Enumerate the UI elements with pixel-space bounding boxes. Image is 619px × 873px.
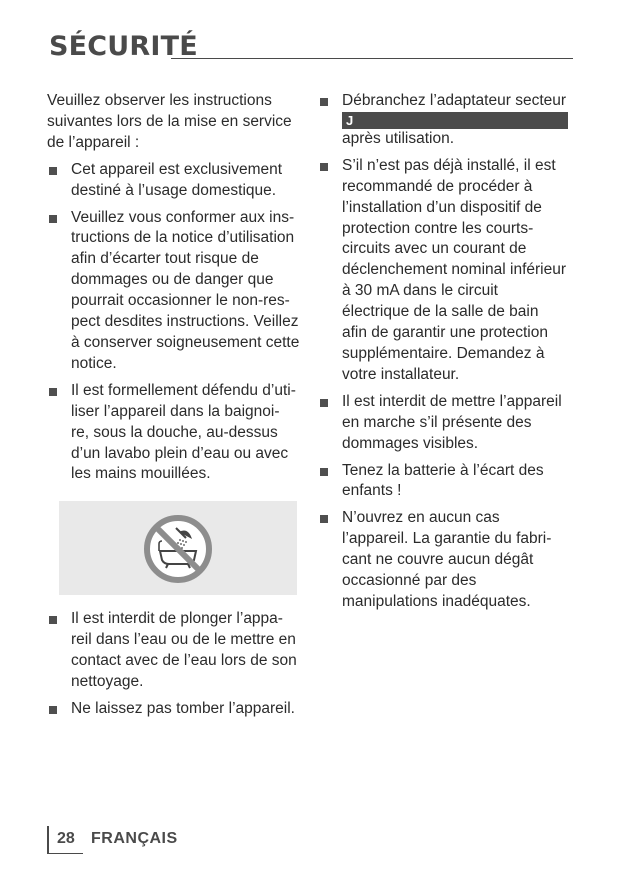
text-line: de l’appareil : [47,133,140,151]
bullet-item [318,508,574,613]
text-line: cant ne couvre aucun dégât [342,551,534,569]
bullet-item [318,156,574,386]
footer-rule [47,853,83,854]
text-line: S’il n’est pas déjà installé, il est [342,156,556,174]
text-line: d’un lavabo plein d’eau ou avec [71,444,289,462]
text-line: Tenez la batterie à l’écart des [342,461,544,479]
text-line: protection contre les courts- [342,219,534,237]
text-line: nettoyage. [71,673,144,691]
text-line: Il est interdit de mettre l’appareil [342,392,562,410]
no-bathtub-icon [142,513,214,585]
text-line: pourrait occasionner le non-res- [71,292,290,310]
text-line: liser l’appareil dans la baignoi- [71,402,280,420]
text-line: déclenchement nominal inférieur [342,261,567,279]
bullet-item [47,160,303,202]
text-line: re, sous la douche, au-dessus [71,423,278,441]
bullet-item [318,91,574,150]
left-column [47,91,303,726]
text-line: suivantes lors de la mise en service [47,112,292,130]
text-line: manipulations inadéquates. [342,592,531,610]
page-title: SÉCURITÉ [49,31,198,62]
bullet-item [47,381,303,486]
text-line: circuits avec un courant de [342,240,527,258]
text-line: Il est formellement défendu d’uti- [71,381,296,399]
page-number: 28 [57,830,75,847]
text-line: afin de garantir une protection [342,324,548,342]
bullet-item [318,392,574,455]
text-line: à conserver soigneusement cette [71,333,300,351]
text-line: supplémentaire. Demandez à [342,344,545,362]
bullet-item [47,609,303,693]
text-line: l’appareil. La garantie du fabri- [342,530,552,548]
text-line: reil dans l’eau ou de le mettre en [71,631,296,649]
text-line: notice. [71,354,117,372]
page-header [49,30,573,64]
text-line: Il est interdit de plonger l’appa- [71,610,283,628]
footer-bar [47,826,49,854]
text-line: l’installation d’un dispositif de [342,198,542,216]
text-line: tructions de la notice d’utilisation [71,229,295,247]
text-line: les mains mouillées. [71,465,211,483]
text-line: recommandé de procéder à [342,177,533,195]
text-line: Débranchez l’adaptateur secteur [342,92,567,109]
bullet-item [47,208,303,375]
text-line: pect desdites instructions. Veillez [71,313,299,331]
label-j-badge: J [342,112,568,129]
title-rule [171,58,573,59]
text-line: Veuillez vous conformer aux ins- [71,208,295,226]
text-line: votre installateur. [342,365,460,383]
text-line: occasionné par des [342,572,477,590]
text-line: contact avec de l’eau lors de son [71,652,297,670]
text-line: Veuillez observer les instructions [47,92,272,109]
text-line: Cet appareil est exclusivement [71,160,283,178]
text-line: afin d’écarter tout risque de [71,250,259,268]
text-fragment: après utilisation. [342,129,455,147]
text-line [342,112,574,150]
warning-figure [59,501,297,595]
text-line: en marche s’il présente des [342,413,532,431]
bullet-item [47,699,303,720]
text-line: enfants ! [342,482,402,500]
intro-paragraph [47,91,303,154]
text-line: Ne laissez pas tomber l’appareil. [71,699,295,717]
text-line: N’ouvrez en aucun cas [342,509,500,527]
text-line: dommages ou de danger que [71,271,274,289]
right-column [318,91,574,619]
footer-language: FRANÇAIS [91,830,178,847]
text-line: électrique de la salle de bain [342,303,539,321]
text-line: destiné à l’usage domestique. [71,181,277,199]
text-line: dommages visibles. [342,434,479,452]
bullet-item [318,461,574,503]
text-line: à 30 mA dans le circuit [342,282,498,300]
